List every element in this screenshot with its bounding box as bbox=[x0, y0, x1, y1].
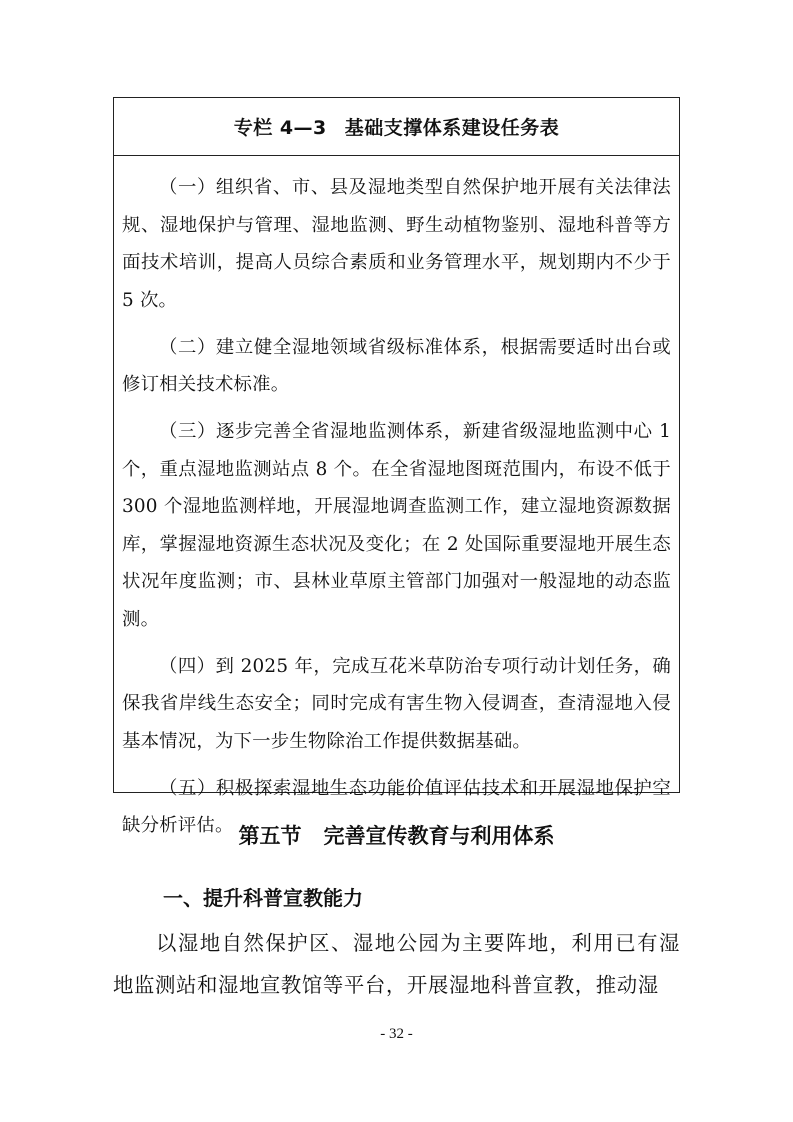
section-number: 第五节 bbox=[238, 824, 302, 848]
section-title bbox=[0, 820, 793, 850]
body-paragraph: 以湿地自然保护区、湿地公园为主要阵地，利用已有湿地监测站和湿地宣教馆等平台，开展湿地科普宣教，推动湿 bbox=[113, 931, 680, 997]
task-item-4: （四）到 2025 年，完成互花米草防治专项行动计划任务，确保我省岸线生态安全；同时完成有害生物入侵调查，查清湿地入侵基本情况，为下一步生物除治工作提供数据基础。 bbox=[122, 655, 671, 752]
task-item-2: （二）建立健全湿地领域省级标准体系，根据需要适时出台或修订相关技术标准。 bbox=[122, 336, 671, 395]
task-item-5: （五）积极探索湿地生态功能价值评估技术和开展湿地保护空缺分析评估。 bbox=[122, 777, 671, 836]
task-item-3: （三）逐步完善全省湿地监测体系，新建省级湿地监测中心 1 个，重点湿地监测站点 8 个。在全省湿地图斑范围内，布设不低于 300 个湿地监测样地，开展湿地调查监测工作，建立湿地资源数据库，掌握湿地资源生态状况及变化；在 2 处国际重要湿地开展生态状况年度监测；市、县林业草原主管部门加强对一般湿地的动态监测。 bbox=[122, 421, 671, 630]
box-title bbox=[114, 98, 679, 156]
task-item-1: （一）组织省、市、县及湿地类型自然保护地开展有关法律法规、湿地保护与管理、湿地监测、野生动植物鉴别、湿地科普等方面技术培训，提高人员综合素质和业务管理水平，规划期内不少于 5 次。 bbox=[122, 177, 671, 311]
section-title-text: 完善宣传教育与利用体系 bbox=[323, 824, 555, 848]
box-body bbox=[114, 156, 679, 845]
box-title-text: 基础支撑体系建设任务表 bbox=[344, 117, 560, 139]
box-title-number: 专栏 4—3 bbox=[233, 117, 327, 139]
subheading: 一、提升科普宣教能力 bbox=[163, 886, 363, 910]
page-number: - 32 - bbox=[380, 1026, 413, 1042]
